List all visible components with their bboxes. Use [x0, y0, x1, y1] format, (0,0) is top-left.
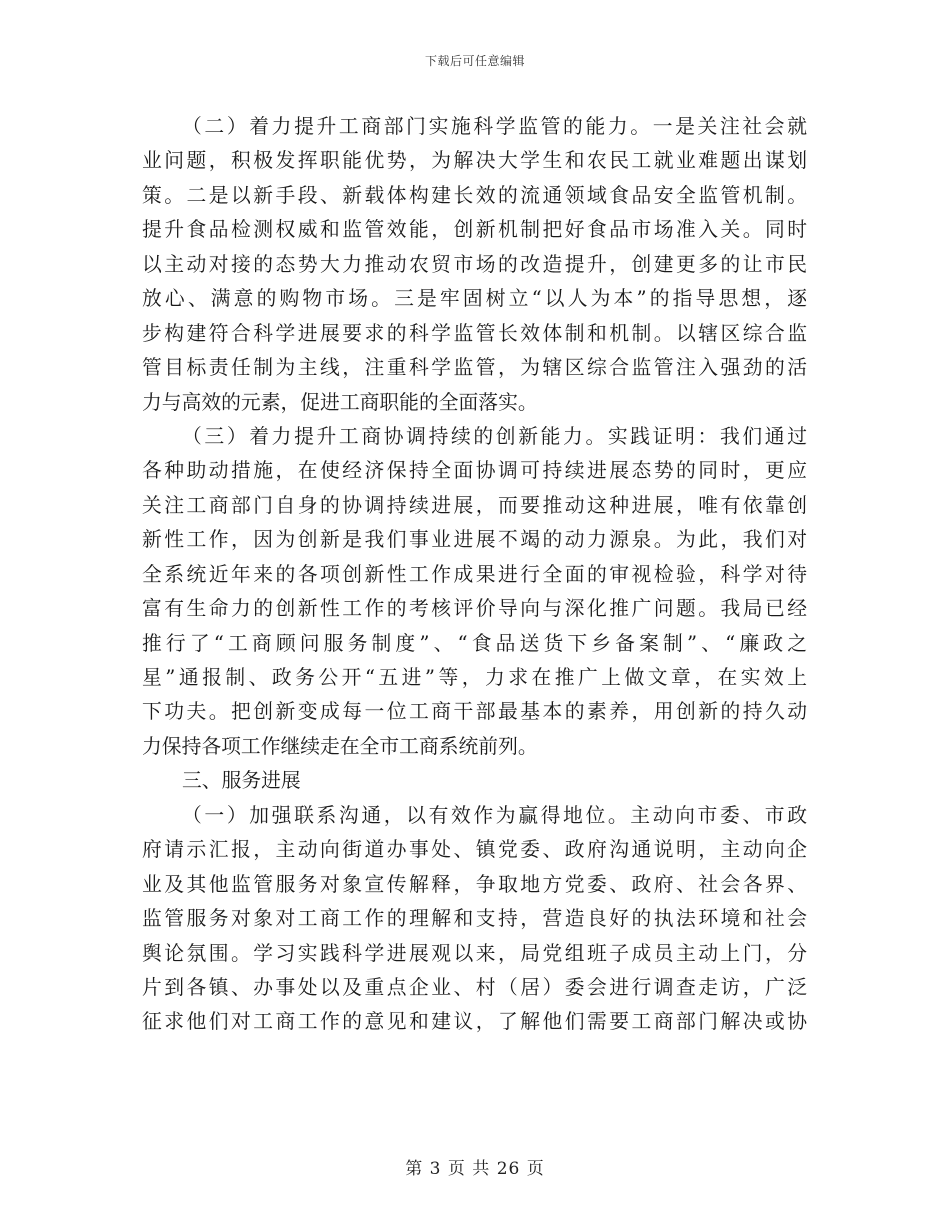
- text-line: 监管服务对象对工商工作的理解和支持，营造良好的执法环境和社会: [142, 907, 807, 931]
- text-line: 片到各镇、办事处以及重点企业、村（居）委会进行调查走访，广泛: [142, 975, 807, 999]
- text-line: 全系统近年来的各项创新性工作成果进行全面的审视检验，科学对待: [142, 562, 807, 586]
- text-line: 富有生命力的创新性工作的考核评价导向与深化推广问题。我局已经: [142, 597, 807, 621]
- footer-label-page: 第: [405, 1159, 424, 1179]
- text-line: 下功夫。把创新变成每一位工商干部最基本的素养，用创新的持久动: [142, 700, 807, 724]
- text-line: 步构建符合科学进展要求的科学监管长效体制和机制。以辖区综合监: [142, 321, 807, 345]
- text-line: （三）着力提升工商协调持续的创新能力。实践证明：我们通过: [182, 424, 807, 448]
- text-line: （一）加强联系沟通，以有效作为赢得地位。主动向市委、市政: [182, 803, 807, 827]
- text-line: 三、服务进展: [182, 769, 301, 793]
- text-line: 以主动对接的态势大力推动农贸市场的改造提升，创建更多的让市民: [142, 252, 807, 276]
- text-line: 府请示汇报，主动向街道办事处、镇党委、政府沟通说明，主动向企: [142, 838, 807, 862]
- page-header: 下载后可任意编辑: [424, 54, 525, 68]
- text-line: 管目标责任制为主线，注重科学监管，为辖区综合监管注入强劲的活: [142, 356, 807, 380]
- text-line: 力保持各项工作继续走在全市工商系统前列。: [142, 734, 538, 758]
- text-line: 各种助动措施，在使经济保持全面协调可持续进展态势的同时，更应: [142, 459, 807, 483]
- text-line: （二）着力提升工商部门实施科学监管的能力。一是关注社会就: [182, 115, 807, 138]
- text-line: 新性工作，因为创新是我们事业进展不竭的动力源泉。为此，我们对: [142, 528, 807, 552]
- text-line: 征求他们对工商工作的意见和建议，了解他们需要工商部门解决或协: [142, 1010, 807, 1034]
- footer-label-ye2: 页: [526, 1159, 545, 1179]
- text-line: 星”通报制、政务公开“五进”等，力求在推广上做文章，在实效上: [142, 666, 807, 689]
- page-footer: [0, 1154, 950, 1179]
- text-line: 业问题，积极发挥职能优势，为解决大学生和农民工就业难题出谋划: [142, 149, 807, 173]
- footer-label-total: 共: [472, 1159, 491, 1179]
- footer-label-ye: 页: [447, 1159, 466, 1179]
- text-line: 关注工商部门自身的协调持续进展，而要推动这种进展，唯有依靠创: [142, 493, 807, 517]
- footer-current-page: 3: [429, 1159, 442, 1179]
- footer-total-pages: 26: [496, 1159, 521, 1179]
- text-line: 力与高效的元素，促进工商职能的全面落实。: [142, 390, 538, 414]
- text-line: 推行了“工商顾问服务制度”、“食品送货下乡备案制”、“廉政之: [142, 631, 807, 655]
- document-body: [142, 110, 807, 1040]
- text-line: 舆论氛围。学习实践科学进展观以来，局党组班子成员主动上门，分: [142, 941, 807, 965]
- text-line: 策。二是以新手段、新载体构建长效的流通领域食品安全监管机制。: [142, 183, 807, 207]
- text-line: 提升食品检测权威和监管效能，创新机制把好食品市场准入关。同时: [142, 218, 807, 242]
- text-line: 业及其他监管服务对象宣传解释，争取地方党委、政府、社会各界、: [142, 872, 807, 896]
- text-line: 放心、满意的购物市场。三是牢固树立“以人为本”的指导思想，逐: [142, 287, 807, 311]
